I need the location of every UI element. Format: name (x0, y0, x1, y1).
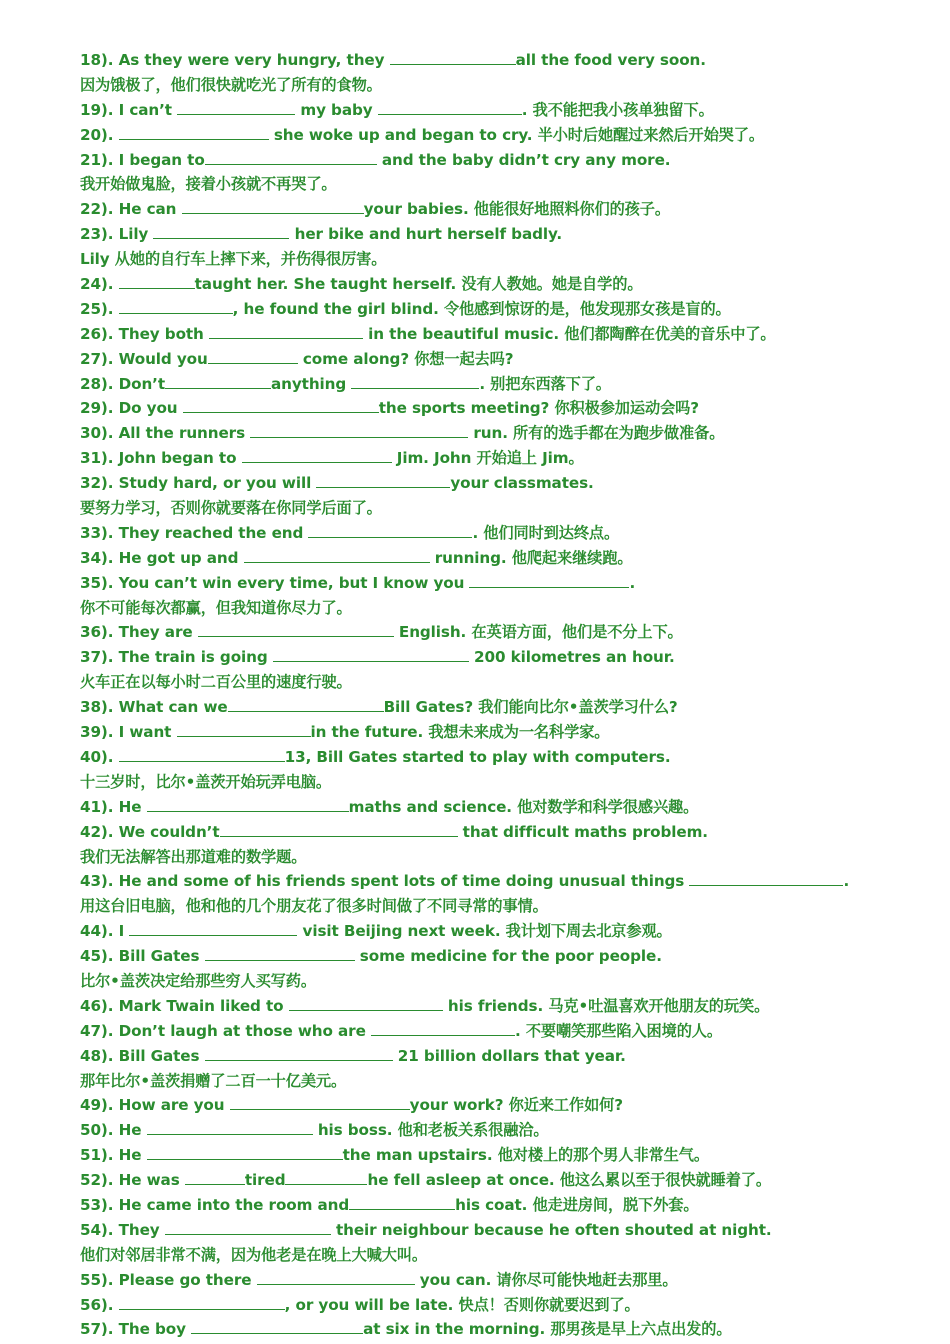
line-text: 28). Don’t (80, 374, 166, 393)
answer-blank[interactable] (177, 98, 295, 115)
worksheet-line (80, 73, 930, 98)
answer-blank[interactable] (378, 98, 522, 115)
answer-blank[interactable] (371, 1019, 515, 1036)
answer-blank[interactable] (165, 1218, 331, 1235)
line-text: 46). Mark Twain liked to (80, 996, 289, 1015)
answer-blank[interactable] (289, 994, 443, 1011)
line-text: . 不要嘲笑那些陷入困境的人。 (514, 1021, 722, 1040)
line-text: 那年比尔•盖茨捐赠了二百一十亿美元。 (80, 1071, 347, 1090)
worksheet-line (80, 222, 930, 247)
line-text: 51). He (80, 1146, 147, 1165)
line-text: that difficult maths problem. (457, 822, 708, 841)
line-text: 40). (80, 747, 119, 766)
answer-blank[interactable] (349, 1193, 455, 1210)
line-text: . 别把东西落下了。 (479, 374, 611, 393)
worksheet-line (80, 322, 930, 347)
worksheet-line (80, 372, 930, 397)
answer-blank[interactable] (129, 919, 297, 936)
worksheet-line (80, 720, 930, 745)
worksheet-line (80, 1168, 930, 1193)
line-text: 21 billion dollars that year. (392, 1046, 626, 1065)
line-text: . (629, 573, 636, 592)
answer-blank[interactable] (153, 222, 289, 239)
line-text: 52). He was (80, 1171, 185, 1190)
line-text: 因为饿极了，他们很快就吃光了所有的食物。 (80, 75, 382, 94)
worksheet-line (80, 944, 930, 969)
worksheet-line (80, 297, 930, 322)
line-text: visit Beijing next week. 我计划下周去北京参观。 (297, 922, 672, 941)
worksheet-line (80, 969, 930, 994)
line-text: in the future. 我想未来成为一名科学家。 (310, 723, 610, 742)
line-text: tired (244, 1171, 286, 1190)
answer-blank[interactable] (182, 197, 364, 214)
line-text: his coat. 他走进房间，脱下外套。 (455, 1195, 699, 1214)
answer-blank[interactable] (147, 1118, 313, 1135)
line-text: 45). Bill Gates (80, 947, 205, 966)
answer-blank[interactable] (205, 944, 355, 961)
line-text: 20). (80, 125, 119, 144)
line-text: taught her. She taught herself. 没有人教她。她是自学的。 (194, 275, 643, 294)
line-text: 53). He came into the room and (80, 1195, 350, 1214)
line-text: come along? 你想一起去吗? (297, 349, 514, 368)
worksheet-line (80, 347, 930, 372)
line-text: your classmates. (450, 474, 594, 493)
line-text: run. 所有的选手都在为跑步做准备。 (468, 424, 725, 443)
worksheet-line (80, 1243, 930, 1268)
answer-blank[interactable] (209, 322, 363, 339)
worksheet-line (80, 894, 930, 919)
line-text: 我们无法解答出那道难的数学题。 (80, 847, 307, 866)
answer-blank[interactable] (689, 869, 843, 886)
line-text: 42). We couldn’t (80, 822, 220, 841)
line-text: 36). They are (80, 623, 198, 642)
line-text: 49). How are you (80, 1096, 230, 1115)
line-text: 33). They reached the end (80, 523, 309, 542)
answer-blank[interactable] (469, 571, 629, 588)
line-text: . 他们同时到达终点。 (472, 523, 620, 542)
line-text: Bill Gates? 我们能向比尔•盖茨学习什么? (383, 698, 678, 717)
worksheet-line (80, 695, 930, 720)
line-text: 34). He got up and (80, 548, 244, 567)
worksheet-line (80, 1143, 930, 1168)
answer-blank[interactable] (119, 272, 195, 289)
worksheet-line (80, 820, 930, 845)
answer-blank[interactable] (257, 1268, 415, 1285)
line-text: her bike and hurt herself badly. (289, 225, 563, 244)
line-text: you can. 请你尽可能快地赶去那里。 (414, 1270, 678, 1289)
worksheet-line (80, 795, 930, 820)
line-text: some medicine for the poor people. (354, 947, 662, 966)
line-text: at six in the morning. 那男孩是早上六点出发的。 (363, 1320, 732, 1339)
line-text: 54). They (80, 1220, 165, 1239)
worksheet-line (80, 396, 930, 421)
line-text: 22). He can (80, 200, 182, 219)
line-text: 32). Study hard, or you will (80, 474, 317, 493)
line-text: 18). As they were very hungry, they (80, 51, 390, 69)
worksheet-line (80, 421, 930, 446)
worksheet-line (80, 1044, 930, 1069)
line-text: in the beautiful music. 他们都陶醉在优美的音乐中了。 (362, 324, 776, 343)
line-text: she woke up and began to cry. 半小时后她醒过来然后开始哭了。 (268, 125, 764, 144)
worksheet-line (80, 1268, 930, 1293)
answer-blank[interactable] (220, 820, 458, 837)
answer-blank[interactable] (177, 720, 311, 737)
line-text: his friends. 马克•吐温喜欢开他朋友的玩笑。 (442, 996, 770, 1015)
line-text: 用这台旧电脑，他和他的几个朋友花了很多时间做了不同寻常的事情。 (80, 897, 548, 916)
line-text: 21). I began to (80, 150, 205, 169)
line-text: your babies. 他能很好地照料你们的孩子。 (363, 200, 670, 219)
worksheet-line (80, 471, 930, 496)
worksheet-page (80, 48, 930, 1342)
line-text: 23). Lily (80, 225, 154, 244)
line-text: 57). The boy (80, 1320, 192, 1339)
worksheet-line (80, 919, 930, 944)
answer-blank[interactable] (316, 471, 450, 488)
worksheet-line (80, 247, 930, 272)
answer-blank[interactable] (205, 148, 377, 165)
line-text: Lily 从她的自行车上摔下来，并伤得很厉害。 (80, 250, 387, 269)
worksheet-line (80, 272, 930, 297)
answer-blank[interactable] (228, 695, 384, 712)
line-text: his boss. 他和老板关系很融洽。 (312, 1121, 549, 1140)
worksheet-line (80, 546, 930, 571)
worksheet-line (80, 645, 930, 670)
answer-blank[interactable] (390, 48, 516, 65)
line-text: your work? 你近来工作如何? (409, 1096, 623, 1115)
line-text: 19). I can’t (80, 100, 178, 119)
line-text: 31). John began to (80, 449, 242, 468)
answer-blank[interactable] (308, 521, 472, 538)
worksheet-line (80, 172, 930, 197)
worksheet-line (80, 496, 930, 521)
answer-blank[interactable] (198, 620, 394, 637)
line-text: 43). He and some of his friends spent lots of time doing unusual things (80, 872, 690, 891)
line-text: anything (271, 374, 352, 393)
answer-blank[interactable] (250, 421, 468, 438)
answer-blank[interactable] (185, 1168, 245, 1185)
line-text: English. 在英语方面，他们是不分上下。 (393, 623, 683, 642)
line-text: 48). Bill Gates (80, 1046, 205, 1065)
answer-blank[interactable] (119, 123, 269, 140)
answer-blank[interactable] (119, 1293, 285, 1310)
worksheet-line (80, 1019, 930, 1044)
line-text: my baby (295, 100, 378, 119)
answer-blank[interactable] (208, 347, 298, 364)
answer-blank[interactable] (119, 297, 233, 314)
line-text: 我开始做鬼脸，接着小孩就不再哭了。 (80, 175, 337, 194)
worksheet-line (80, 148, 930, 173)
answer-blank[interactable] (285, 1168, 367, 1185)
line-text: all the food very soon. (515, 51, 706, 69)
worksheet-line (80, 670, 930, 695)
answer-blank[interactable] (191, 1317, 363, 1334)
line-text: 你不可能每次都赢，但我知道你尽力了。 (80, 598, 352, 617)
line-text: 39). I want (80, 723, 177, 742)
answer-blank[interactable] (230, 1093, 410, 1110)
line-text: , or you will be late. 快点！否则你就要迟到了。 (284, 1295, 640, 1314)
worksheet-line (80, 620, 930, 645)
worksheet-line (80, 521, 930, 546)
line-text: 25). (80, 299, 119, 318)
line-text: 13, Bill Gates started to play with computers. (284, 747, 671, 766)
worksheet-line (80, 1293, 930, 1318)
worksheet-line (80, 869, 930, 894)
line-text: 55). Please go there (80, 1270, 257, 1289)
line-text: the sports meeting? 你积极参加运动会吗? (378, 399, 699, 418)
line-text: 50). He (80, 1121, 147, 1140)
worksheet-line (80, 1069, 930, 1094)
line-text: 26). They both (80, 324, 209, 343)
line-text: running. 他爬起来继续跑。 (429, 548, 633, 567)
line-text: and the baby didn’t cry any more. (376, 150, 671, 169)
line-text: he fell asleep at once. 他这么累以至于很快就睡着了。 (367, 1171, 771, 1190)
line-text: 41). He (80, 797, 147, 816)
line-text: 56). (80, 1295, 119, 1314)
answer-blank[interactable] (273, 645, 469, 662)
line-text: 十三岁时，比尔•盖茨开始玩弄电脑。 (80, 772, 332, 791)
worksheet-line (80, 446, 930, 471)
answer-blank[interactable] (244, 546, 430, 563)
answer-blank[interactable] (205, 1044, 393, 1061)
worksheet-line (80, 98, 930, 123)
line-text: 30). All the runners (80, 424, 251, 443)
answer-blank[interactable] (147, 795, 349, 812)
line-text: Jim. John 开始追上 Jim。 (391, 449, 584, 468)
answer-blank[interactable] (351, 372, 479, 389)
worksheet-line (80, 994, 930, 1019)
line-text: 200 kilometres an hour. (468, 648, 675, 667)
worksheet-line (80, 1317, 930, 1342)
answer-blank[interactable] (242, 446, 392, 463)
line-text: the man upstairs. 他对楼上的那个男人非常生气。 (342, 1146, 709, 1165)
line-text: 35). You can’t win every time, but I know you (80, 573, 470, 592)
line-text: their neighbour because he often shouted at night. (330, 1220, 772, 1239)
worksheet-line (80, 571, 930, 596)
line-text: . (843, 872, 850, 891)
line-text: 比尔•盖茨决定给那些穷人买写药。 (80, 971, 316, 990)
answer-blank[interactable] (183, 396, 379, 413)
line-text: . 我不能把我小孩单独留下。 (521, 100, 714, 119)
worksheet-line (80, 48, 930, 73)
worksheet-line (80, 123, 930, 148)
line-text: 44). I (80, 922, 130, 941)
answer-blank[interactable] (119, 745, 285, 762)
worksheet-line (80, 197, 930, 222)
worksheet-line (80, 596, 930, 621)
line-text: 38). What can we (80, 698, 228, 717)
worksheet-line (80, 770, 930, 795)
line-text: 火车正在以每小时二百公里的速度行驶。 (80, 673, 352, 692)
line-text: 29). Do you (80, 399, 183, 418)
line-text: 要努力学习，否则你就要落在你同学后面了。 (80, 499, 382, 518)
line-text: , he found the girl blind. 令他感到惊讶的是，他发现那女孩是盲的。 (232, 299, 731, 318)
worksheet-line (80, 745, 930, 770)
answer-blank[interactable] (165, 372, 271, 389)
answer-blank[interactable] (147, 1143, 343, 1160)
worksheet-line (80, 1093, 930, 1118)
line-text: 24). (80, 275, 119, 294)
worksheet-line (80, 1218, 930, 1243)
line-text: 47). Don’t laugh at those who are (80, 1021, 371, 1040)
line-text: 27). Would you (80, 349, 208, 368)
line-text: 37). The train is going (80, 648, 273, 667)
worksheet-line (80, 1193, 930, 1218)
worksheet-line (80, 1118, 930, 1143)
line-text: 他们对邻居非常不满，因为他老是在晚上大喊大叫。 (80, 1245, 428, 1264)
worksheet-line (80, 845, 930, 870)
line-text: maths and science. 他对数学和科学很感兴趣。 (348, 797, 699, 816)
